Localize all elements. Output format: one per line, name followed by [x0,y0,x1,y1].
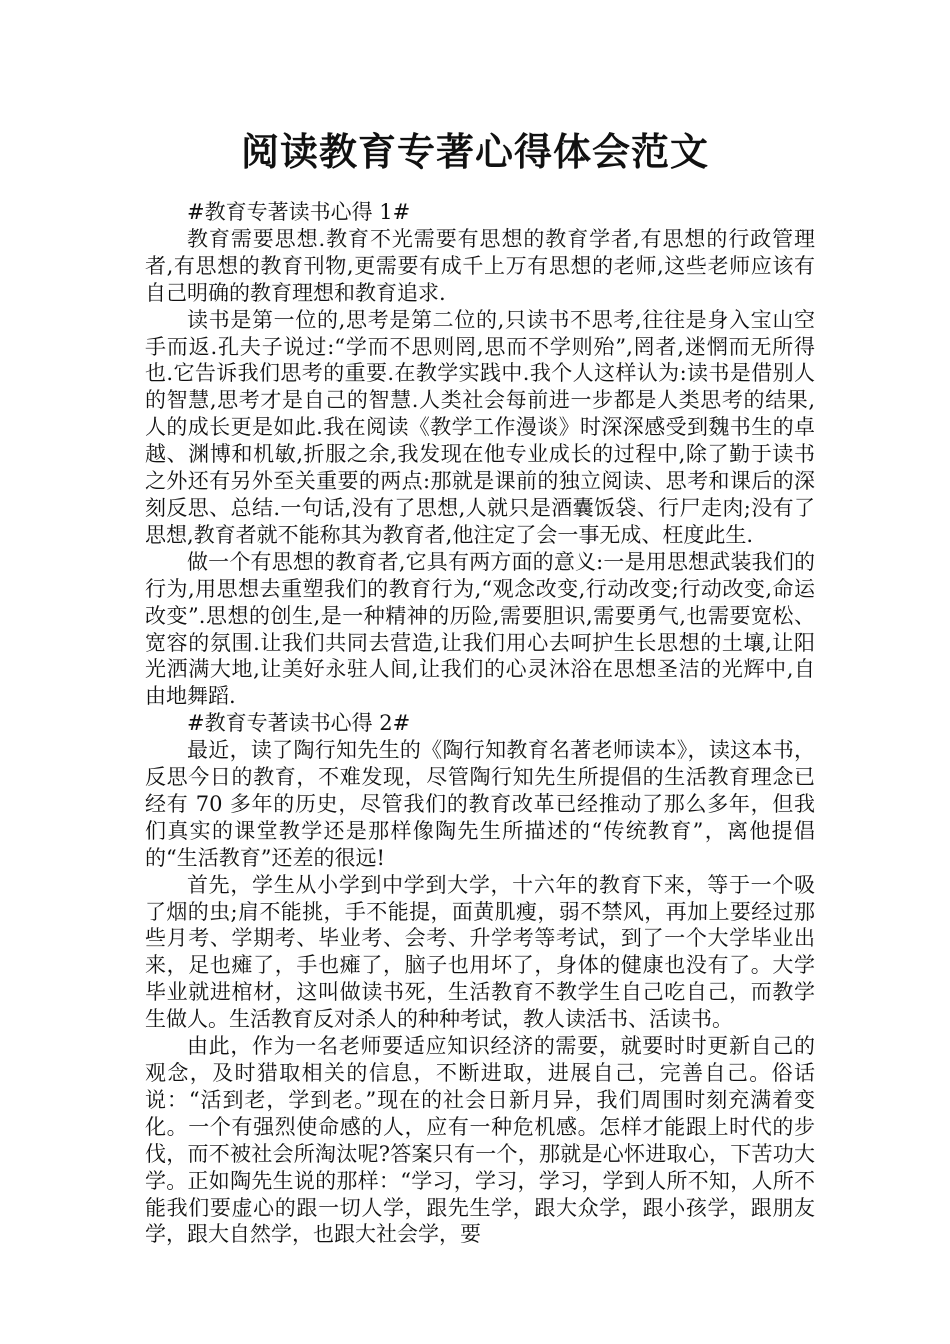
paragraph: 最近，读了陶行知先生的《陶行知教育名著老师读本》，读这本书，反思今日的教育，不难发现，尽管陶行知先生所提倡的生活教育理念已经有 70 多年的历史，尽管我们的教育改革已经推动了那么多年，但我们真实的课堂教学还是那样像陶先生所描述的“传统教育”，离他提倡的“生活教育”还差的很远! [145,738,815,870]
paragraph: 由此，作为一名老师要适应知识经济的需要，就要时时更新自己的观念，及时猎取相关的信息，不断进取，进展自己，完善自己。俗话说：“活到老，学到老。”现在的社会日新月异，我们周围时刻充满着变化。一个有强烈使命感的人，应有一种危机感。怎样才能跟上时代的步伐，而不被社会所淘汰呢?答案只有一个，那就是心怀进取心，下苦功大学。正如陶先生说的那样：“学习，学习，学习，学到人所不知，人所不能我们要虚心的跟一切人学，跟先生学，跟大众学，跟小孩学，跟朋友学，跟大自然学，也跟大社会学，要 [145,1034,815,1247]
section-heading-2: #教育专著读书心得 2# [187,711,411,736]
document-body [145,199,815,1248]
document-title: 阅读教育专著心得体会范文 [240,130,709,174]
section-heading-1: #教育专著读书心得 1# [187,200,411,224]
paragraph: 首先，学生从小学到中学到大学，十六年的教育下来，等于一个吸了烟的虫;肩不能挑，手不能提，面黄肌瘦，弱不禁风，再加上要经过那些月考、学期考、毕业考、会考、升学考等考试，到了一个大学毕业出来，足也瘫了，手也瘫了，脑子也用坏了，身体的健康也没有了。大学毕业就进棺材，这叫做读书死，生活教育不教学生自己吃自己，而教学生做人。生活教育反对杀人的种种考试，教人读活书、活读书。 [145,872,815,1032]
paragraph: 做一个有思想的教育者,它具有两方面的意义:一是用思想武装我们的行为,用思想去重塑我们的教育行为,“观念改变,行动改变;行动改变,命运改变”.思想的创生,是一种精神的历险,需要胆识,需要勇气,也需要宽松、宽容的氛围.让我们共同去营造,让我们用心去呵护生长思想的土壤,让阳光洒满大地,让美好永驻人间,让我们的心灵沐浴在思想圣洁的光辉中,自由地舞蹈. [145,549,815,709]
paragraph: 读书是第一位的,思考是第二位的,只读书不思考,往往是身入宝山空手而返.孔夫子说过:“学而不思则罔,思而不学则殆”,罔者,迷惘而无所得也.它告诉我们思考的重要.在教学实践中.我个人这样认为:读书是借别人的智慧,思考才是自己的智慧.人类社会每前进一步都是人类思考的结果,人的成长更是如此.我在阅读《教学工作漫谈》时深深感受到魏书生的卓越、渊博和机敏,折服之余,我发现在他专业成长的过程中,除了勤于读书之外还有另外至关重要的两点:那就是课前的独立阅读、思考和课后的深刻反思、总结.一句话,没有了思想,人就只是酒囊饭袋、行尸走肉;没有了思想,教育者就不能称其为教育者,他注定了会一事无成、枉度此生. [145,307,815,547]
paragraph: 教育需要思想.教育不光需要有思想的教育学者,有思想的行政管理者,有思想的教育刊物,更需要有成千上万有思想的老师,这些老师应该有自己明确的教育理想和教育追求. [145,226,815,305]
